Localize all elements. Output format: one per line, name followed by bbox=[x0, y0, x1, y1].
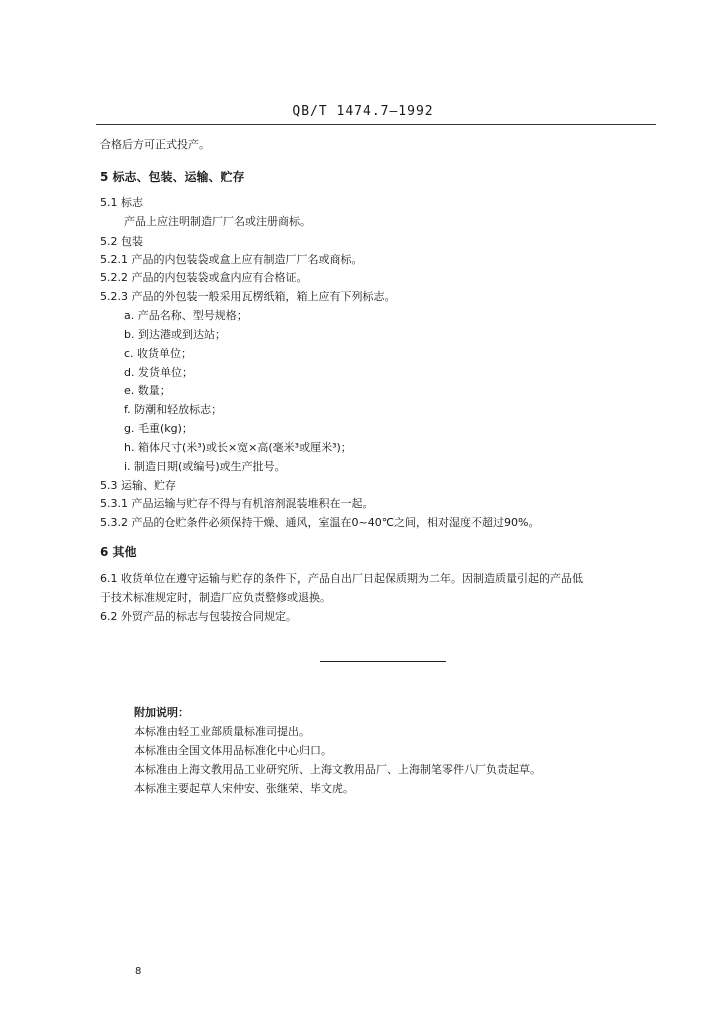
continuation-line: 合格后方可正式投产。 bbox=[100, 138, 210, 151]
note-line-2: 本标准由全国文体用品标准化中心归口。 bbox=[134, 744, 332, 757]
list-item-b: b. 到达港或到达站； bbox=[124, 328, 226, 341]
clause-5-2-2: 5.2.2 产品的内包装袋或盒内应有合格证。 bbox=[100, 271, 308, 284]
clause-5-2-heading: 5.2 包装 bbox=[100, 235, 143, 248]
clause-5-1-text: 产品上应注明制造厂厂名或注册商标。 bbox=[124, 215, 311, 228]
section-6-heading: 6 其他 bbox=[100, 545, 137, 559]
clause-6-1-continued: 于技术标准规定时，制造厂应负责整修或退换。 bbox=[100, 591, 331, 604]
list-item-e: e. 数量； bbox=[124, 384, 171, 397]
document-code: QB/T 1474.7—1992 bbox=[292, 104, 434, 119]
list-item-c: c. 收货单位； bbox=[124, 347, 193, 360]
clause-5-2-1: 5.2.1 产品的内包装袋或盒上应有制造厂厂名或商标。 bbox=[100, 253, 363, 266]
clause-6-1: 6.1 收货单位在遵守运输与贮存的条件下，产品自出厂日起保质期为二年。因制造质量引起的产品低 bbox=[100, 572, 583, 585]
section-5-heading: 5 标志、包装、运输、贮存 bbox=[100, 170, 245, 184]
clause-5-3-2: 5.3.2 产品的仓贮条件必须保持干燥、通风，室温在0~40℃之间，相对湿度不超过90%。 bbox=[100, 516, 540, 529]
clause-5-2-3: 5.2.3 产品的外包装一般采用瓦楞纸箱，箱上应有下列标志。 bbox=[100, 290, 396, 303]
list-item-g: g. 毛重(kg)； bbox=[124, 422, 193, 435]
notes-heading: 附加说明： bbox=[134, 706, 189, 719]
page-number: 8 bbox=[135, 966, 142, 977]
end-rule bbox=[320, 661, 446, 662]
list-item-h: h. 箱体尺寸(米³)或长×宽×高(毫米³或厘米³)； bbox=[124, 441, 352, 454]
clause-5-3-heading: 5.3 运输、贮存 bbox=[100, 479, 176, 492]
list-item-a: a. 产品名称、型号规格； bbox=[124, 309, 248, 322]
list-item-f: f. 防潮和轻放标志； bbox=[124, 403, 223, 416]
list-item-d: d. 发货单位； bbox=[124, 366, 193, 379]
clause-5-1-heading: 5.1 标志 bbox=[100, 196, 143, 209]
note-line-1: 本标准由轻工业部质量标准司提出。 bbox=[134, 725, 310, 738]
clause-6-2: 6.2 外贸产品的标志与包装按合同规定。 bbox=[100, 610, 297, 623]
note-line-3: 本标准由上海文教用品工业研究所、上海文教用品厂、上海制笔零件八厂负责起草。 bbox=[134, 763, 541, 776]
note-line-4: 本标准主要起草人宋仲安、张继荣、毕文虎。 bbox=[134, 782, 354, 795]
list-item-i: i. 制造日期(或编号)或生产批号。 bbox=[124, 460, 286, 473]
clause-5-3-1: 5.3.1 产品运输与贮存不得与有机溶剂混装堆积在一起。 bbox=[100, 497, 374, 510]
header-rule bbox=[96, 124, 656, 125]
